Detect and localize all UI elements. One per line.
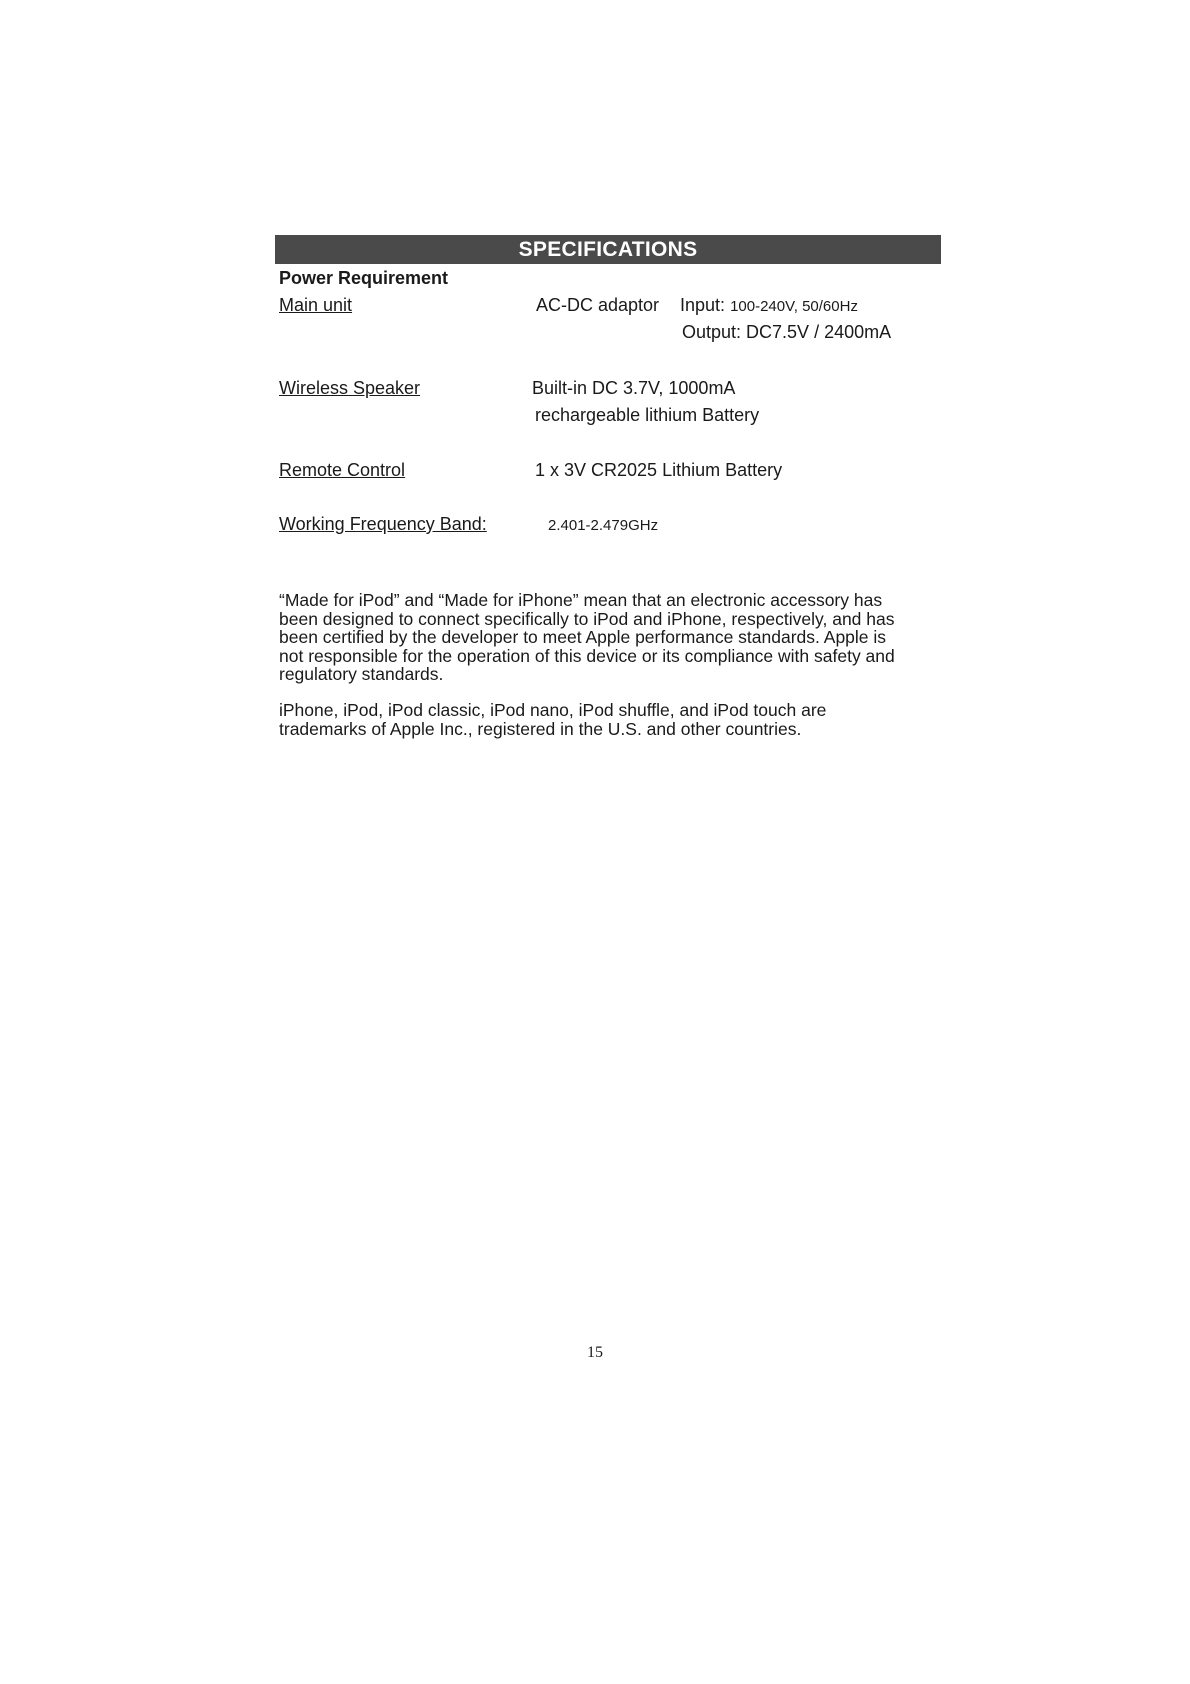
- disclaimer-line: not responsible for the operation of this device or its compliance with safety and: [279, 645, 895, 666]
- remote-control-value: 1 x 3V CR2025 Lithium Battery: [535, 460, 783, 480]
- input-value: 100-240V, 50/60Hz: [730, 298, 858, 315]
- trademark-line: iPhone, iPod, iPod classic, iPod nano, iPod shuffle, and iPod touch are: [279, 700, 827, 720]
- remote-control-label: Remote Control: [279, 460, 406, 480]
- power-requirement-heading: Power Requirement: [279, 268, 449, 288]
- trademark-notice: [279, 701, 959, 738]
- disclaimer-line: been designed to connect specifically to iPod and iPhone, respectively, and has: [279, 608, 895, 629]
- disclaimer-line: regulatory standards.: [279, 664, 444, 684]
- main-unit-adaptor: AC-DC adaptor: [536, 295, 660, 315]
- wireless-speaker-line2: rechargeable lithium Battery: [535, 405, 760, 425]
- main-unit-input: [680, 294, 858, 318]
- specifications-header: SPECIFICATIONS: [275, 235, 941, 264]
- wireless-speaker-line1: Built-in DC 3.7V, 1000mA: [532, 378, 736, 398]
- wireless-speaker-label: Wireless Speaker: [279, 378, 421, 398]
- main-unit-label: Main unit: [279, 295, 353, 315]
- disclaimer-line: “Made for iPod” and “Made for iPhone” mean that an electronic accessory has: [279, 590, 883, 610]
- page-number: 15: [587, 1344, 603, 1361]
- made-for-ipod-disclaimer: [279, 591, 959, 684]
- trademark-line: trademarks of Apple Inc., registered in the U.S. and other countries.: [279, 718, 802, 739]
- input-label: Input:: [680, 295, 726, 315]
- main-unit-output: Output: DC7.5V / 2400mA: [682, 322, 892, 342]
- frequency-label: Working Frequency Band:: [279, 514, 487, 534]
- frequency-value: 2.401-2.479GHz: [548, 517, 659, 534]
- disclaimer-line: been certified by the developer to meet Apple performance standards. Apple is: [279, 627, 887, 647]
